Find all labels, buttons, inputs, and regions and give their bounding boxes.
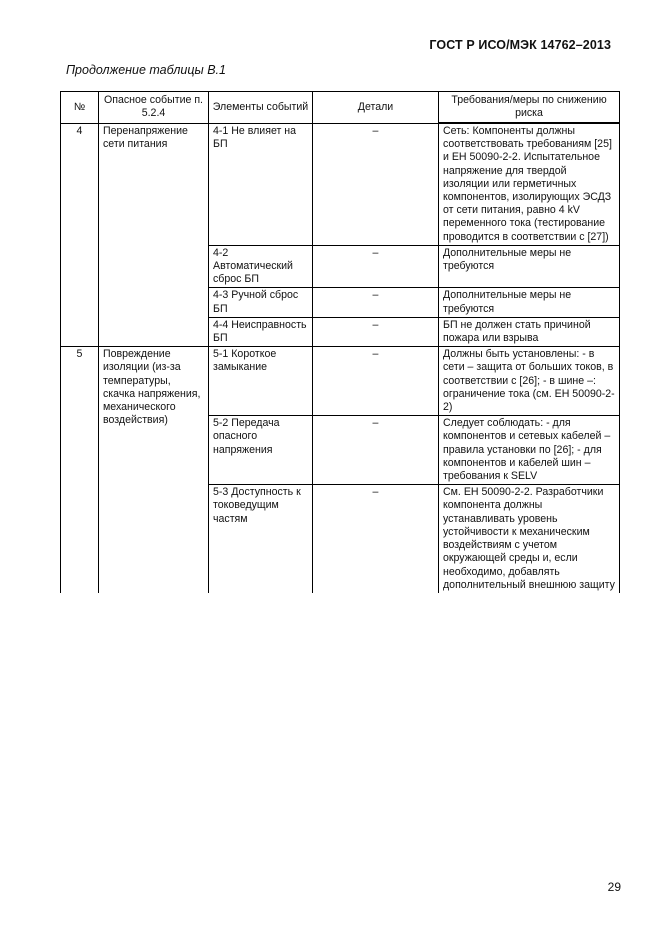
risk-requirements: Дополнительные меры не требуются: [439, 245, 620, 288]
row-number: 5: [61, 347, 99, 593]
event-details: –: [313, 245, 439, 288]
table-header-row: [61, 92, 620, 124]
standard-designation: ГОСТ Р ИСО/МЭК 14762–2013: [429, 38, 611, 52]
risk-requirements: Должны быть установлены: - в сети – защита от больших токов, в соответствии с [26]; - в шине –: ограничение тока (см. ЕН 50090-2-2): [439, 347, 620, 416]
col-header-hazard: Опасное событие п. 5.2.4: [99, 92, 209, 124]
event-details: –: [313, 485, 439, 593]
page-number: 29: [607, 880, 621, 894]
risk-requirements: Дополнительные меры не требуются: [439, 288, 620, 317]
event-element: 4-2 Автоматический сброс БП: [209, 245, 313, 288]
risk-requirements: Следует соблюдать: - для компонентов и сетевых кабелей – правила установки по [26]; - для компонентов и кабелей шин – требования к SELV: [439, 416, 620, 485]
event-details: –: [313, 288, 439, 317]
table-row: [61, 123, 620, 245]
event-element: 4-4 Неисправность БП: [209, 317, 313, 346]
event-details: –: [313, 123, 439, 245]
col-header-number: №: [61, 92, 99, 124]
event-element: 4-3 Ручной сброс БП: [209, 288, 313, 317]
event-details: –: [313, 416, 439, 485]
hazard-event: Повреждение изоляции (из-за температуры, скачка напряжения, механического воздействия): [99, 347, 209, 593]
table-continuation-caption: Продолжение таблицы В.1: [66, 63, 226, 77]
risk-requirements: Сеть: Компоненты должны соответствовать требованиям [25] и ЕН 50090-2-2. Испытательное напряжение для твердой изоляции или герметичных компонентов, изолирующих ЭСДЗ от сети питания, равно 4 kV переменного тока (тестирование проводится в соответствии с [27]): [439, 123, 620, 245]
event-details: –: [313, 317, 439, 346]
risk-requirements: См. ЕН 50090-2-2. Разработчики компонента должны устанавливать уровень устойчивости к механическим воздействиям с учетом окружающей среды и, если необходимо, добавлять дополнительный внешнюю защиту: [439, 485, 620, 593]
col-header-elements: Элементы событий: [209, 92, 313, 124]
event-element: 5-3 Доступность к токоведущим частям: [209, 485, 313, 593]
hazard-event: Перенапряжение сети питания: [99, 123, 209, 347]
event-element: 5-1 Короткое замыкание: [209, 347, 313, 416]
col-header-details: Детали: [313, 92, 439, 124]
event-element: 4-1 Не влияет на БП: [209, 123, 313, 245]
event-details: –: [313, 347, 439, 416]
hazard-table: [60, 91, 620, 593]
col-header-requirements: Требования/меры по снижению риска: [439, 92, 620, 124]
row-number: 4: [61, 123, 99, 347]
event-element: 5-2 Передача опасного напряжения: [209, 416, 313, 485]
table-row: [61, 347, 620, 416]
risk-requirements: БП не должен стать причиной пожара или взрыва: [439, 317, 620, 346]
